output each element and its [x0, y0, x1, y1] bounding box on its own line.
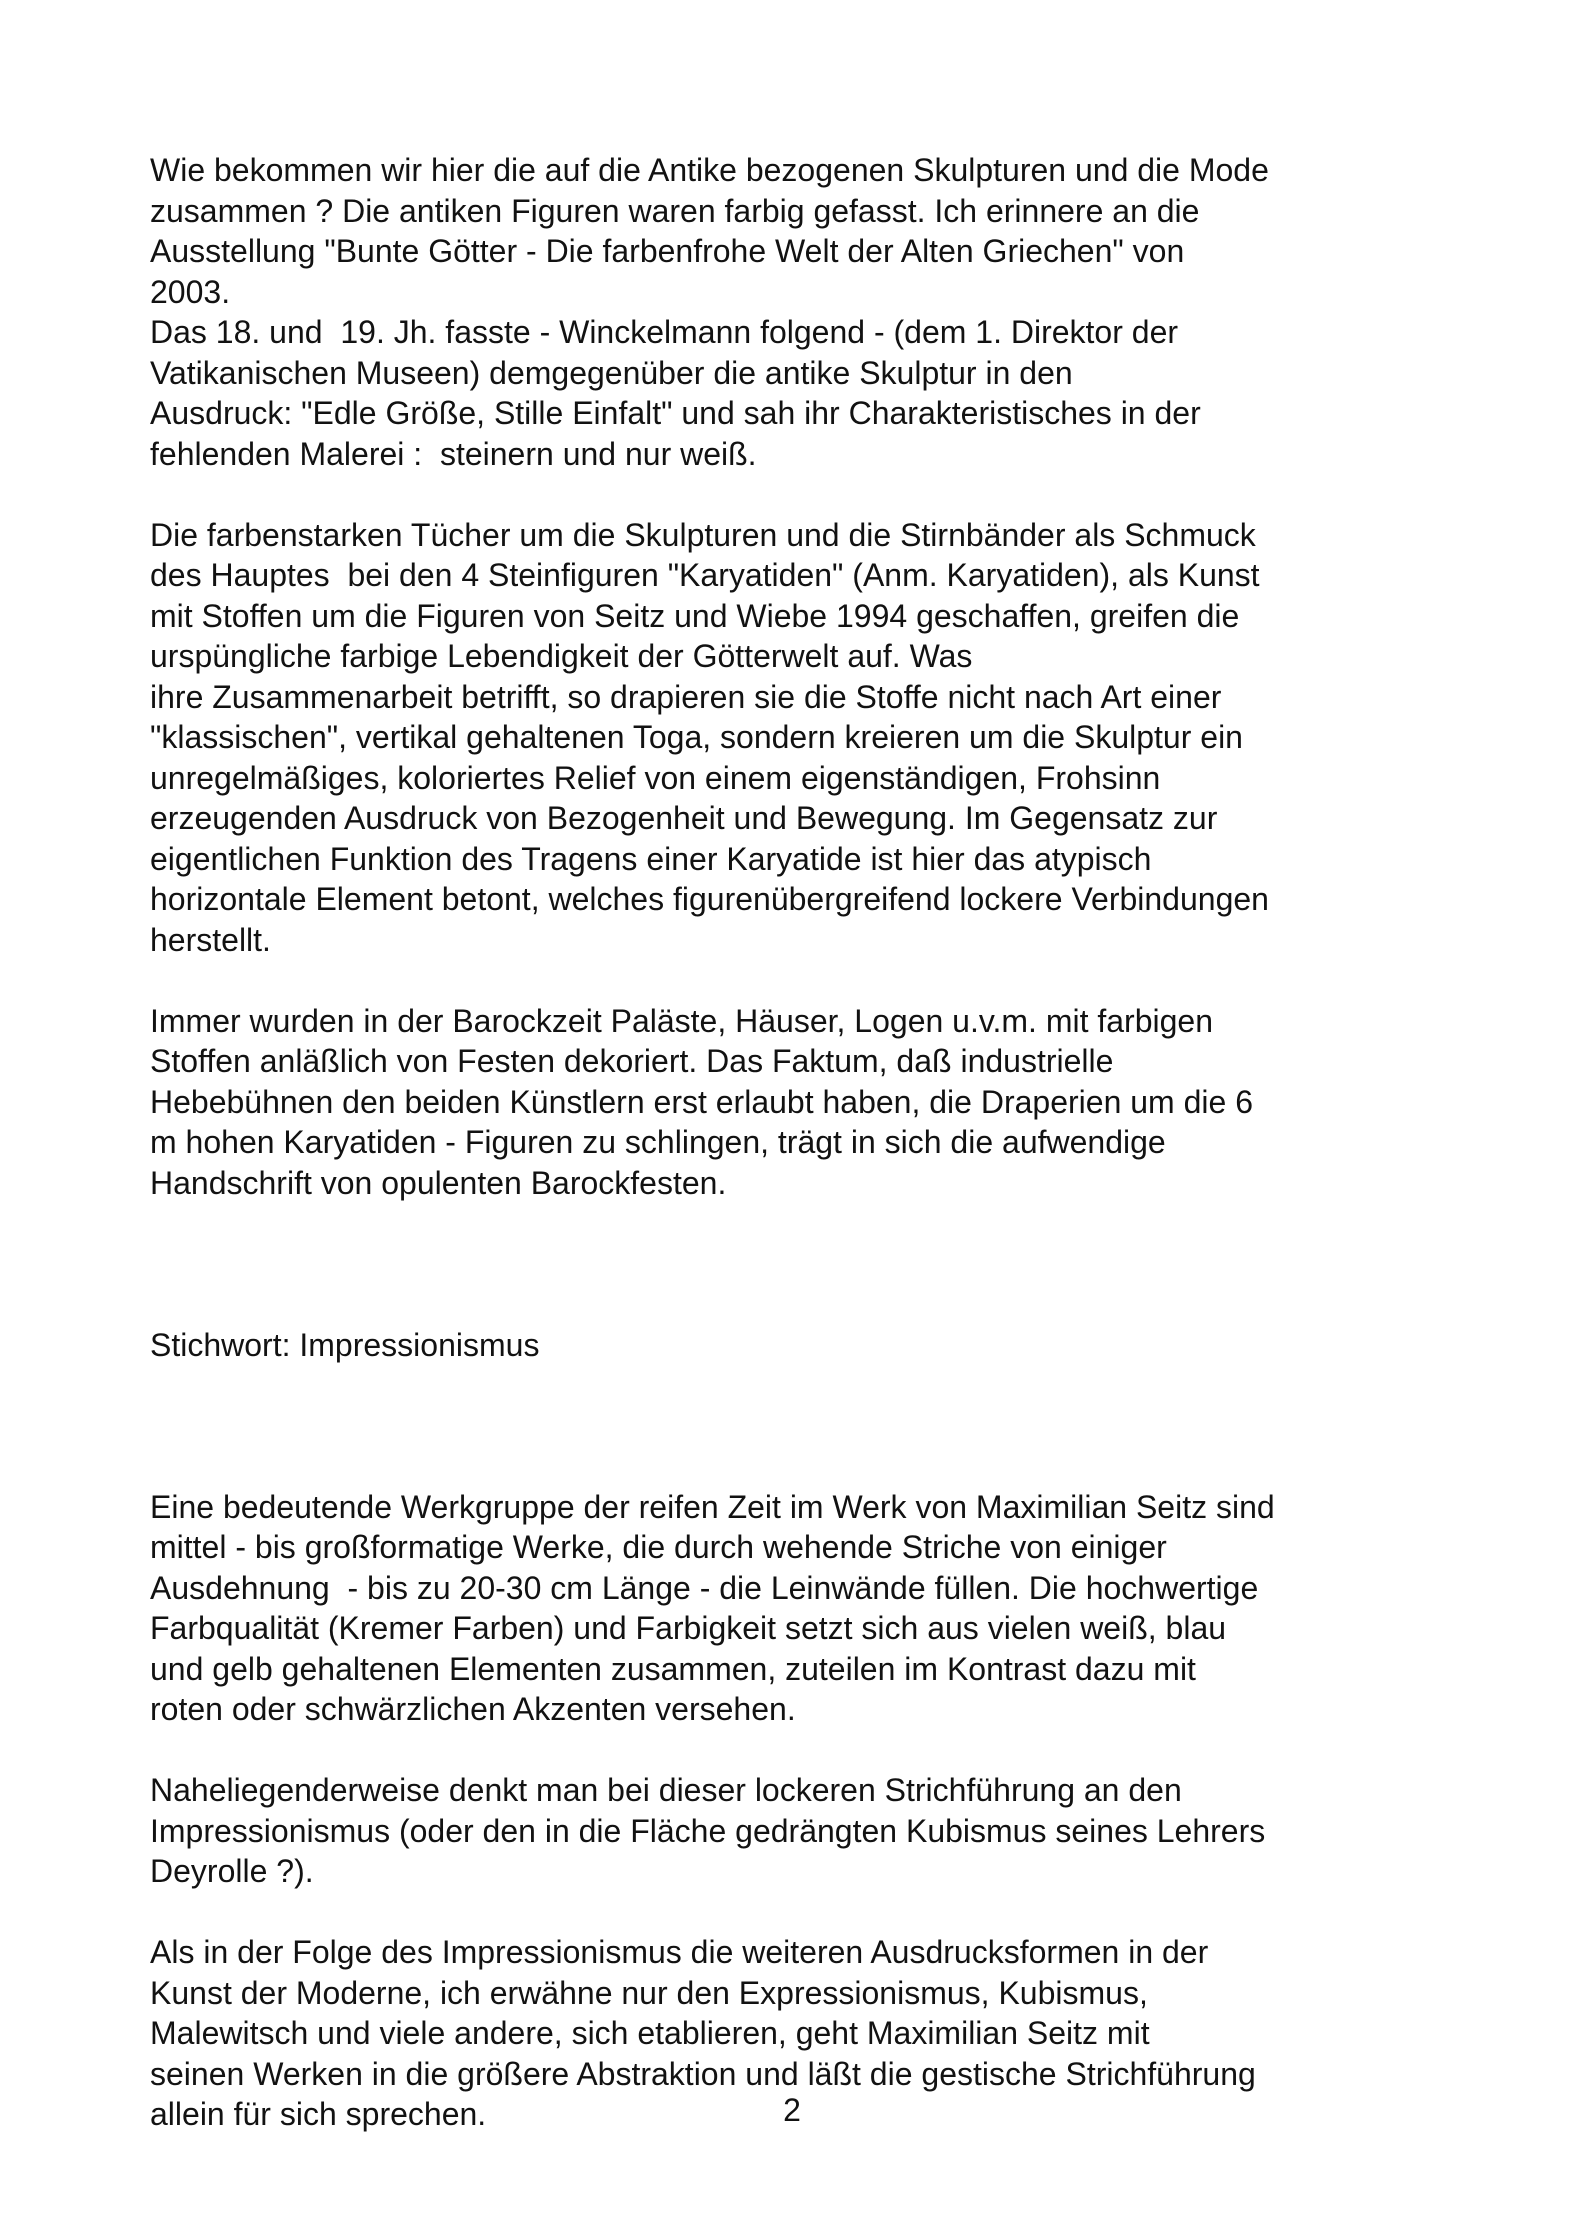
text-line: Malewitsch und viele andere, sich etablieren, geht Maximilian Seitz mit	[150, 2015, 1150, 2051]
text-line: Das 18. und 19. Jh. fasste - Winckelmann folgend - (dem 1. Direktor der	[150, 314, 1179, 350]
text-line: "klassischen", vertikal gehaltenen Toga, sondern kreieren um die Skulptur ein	[150, 719, 1243, 755]
text-line: Stoffen anläßlich von Festen dekoriert. Das Faktum, daß industrielle	[150, 1043, 1114, 1079]
text-line: Die farbenstarken Tücher um die Skulpturen und die Stirnbänder als Schmuck	[150, 516, 1256, 553]
text-line: Ausstellung "Bunte Götter - Die farbenfrohe Welt der Alten Griechen" von	[150, 233, 1185, 269]
paragraph-gap	[150, 1365, 1440, 1487]
text-line: Ausdruck: "Edle Größe, Stille Einfalt" und sah ihr Charakteristisches in der	[150, 395, 1201, 431]
text-line: allein für sich sprechen.	[150, 2096, 487, 2132]
text-line: unregelmäßiges, koloriertes Relief von einem eigenständigen, Frohsinn	[150, 759, 1161, 796]
paragraph-gap	[150, 1730, 1440, 1771]
text-line: Ausdehnung - bis zu 20-30 cm Länge - die Leinwände füllen. Die hochwertige	[150, 1569, 1259, 1606]
text-line: fehlenden Malerei : steinern und nur weiß.	[150, 435, 757, 472]
text-line: zusammen ? Die antiken Figuren waren farbig gefasst. Ich erinnere an die	[150, 192, 1200, 229]
text-line: Handschrift von opulenten Barockfesten.	[150, 1164, 727, 1201]
page-number: 2	[783, 2092, 801, 2128]
document-text-block	[150, 150, 1440, 2135]
text-line: Kunst der Moderne, ich erwähne nur den Expressionismus, Kubismus,	[150, 1974, 1148, 2011]
text-line: urspüngliche farbige Lebendigkeit der Götterwelt auf. Was	[150, 638, 973, 674]
paragraph-strichfuehrung	[150, 1770, 1440, 1892]
text-line: des Hauptes bei den 4 Steinfiguren "Karyatiden" (Anm. Karyatiden), als Kunst	[150, 557, 1260, 593]
text-line: Deyrolle ?).	[150, 1853, 314, 1889]
paragraph-gap	[150, 474, 1440, 515]
heading-stichwort-impressionismus	[150, 1325, 1440, 1366]
text-line: horizontale Element betont, welches figurenübergreifend lockere Verbindungen	[150, 881, 1269, 917]
paragraph-gap	[150, 960, 1440, 1001]
text-line: seinen Werken in die größere Abstraktion und läßt die gestische Strichführung	[150, 2055, 1256, 2092]
text-line: Eine bedeutende Werkgruppe der reifen Zeit im Werk von Maximilian Seitz sind	[150, 1488, 1275, 1525]
text-line: herstellt.	[150, 921, 271, 958]
text-line: roten oder schwärzlichen Akzenten versehen.	[150, 1691, 796, 1727]
text-line: Farbqualität (Kremer Farben) und Farbigkeit setzt sich aus vielen weiß, blau	[150, 1610, 1227, 1646]
text-line: mit Stoffen um die Figuren von Seitz und Wiebe 1994 geschaffen, greifen die	[150, 597, 1240, 634]
paragraph-karyatiden	[150, 515, 1440, 961]
text-line: 2003.	[150, 273, 231, 310]
paragraph-barockzeit	[150, 1001, 1440, 1204]
text-line: Vatikanischen Museen) demgegenüber die antike Skulptur in den	[150, 354, 1073, 391]
text-line: Impressionismus (oder den in die Fläche gedrängten Kubismus seines Lehrers	[150, 1812, 1266, 1849]
text-line: und gelb gehaltenen Elementen zusammen, zuteilen im Kontrast dazu mit	[150, 1650, 1196, 1687]
text-line: Wie bekommen wir hier die auf die Antike bezogenen Skulpturen und die Mode	[150, 152, 1269, 188]
text-line: Hebebühnen den beiden Künstlern erst erlaubt haben, die Draperien um die 6	[150, 1083, 1253, 1120]
paragraph-antike-skulpturen	[150, 150, 1440, 474]
paragraph-gap	[150, 1892, 1440, 1933]
text-line: Naheliegenderweise denkt man bei dieser lockeren Strichführung an den	[150, 1772, 1182, 1808]
text-line: mittel - bis großformatige Werke, die durch wehende Striche von einiger	[150, 1529, 1167, 1565]
page-footer	[0, 2090, 1584, 2130]
text-line: Stichwort: Impressionismus	[150, 1326, 540, 1363]
text-line: eigentlichen Funktion des Tragens einer Karyatide ist hier das atypisch	[150, 840, 1152, 877]
text-line: m hohen Karyatiden - Figuren zu schlingen, trägt in sich die aufwendige	[150, 1124, 1166, 1160]
text-line: Immer wurden in der Barockzeit Paläste, Häuser, Logen u.v.m. mit farbigen	[150, 1002, 1213, 1039]
text-line: erzeugenden Ausdruck von Bezogenheit und Bewegung. Im Gegensatz zur	[150, 800, 1218, 836]
paragraph-werkgruppe	[150, 1487, 1440, 1730]
paragraph-gap	[150, 1203, 1440, 1325]
text-line: Als in der Folge des Impressionismus die weiteren Ausdrucksformen in der	[150, 1934, 1209, 1970]
text-line: ihre Zusammenarbeit betrifft, so drapieren sie die Stoffe nicht nach Art einer	[150, 678, 1222, 715]
